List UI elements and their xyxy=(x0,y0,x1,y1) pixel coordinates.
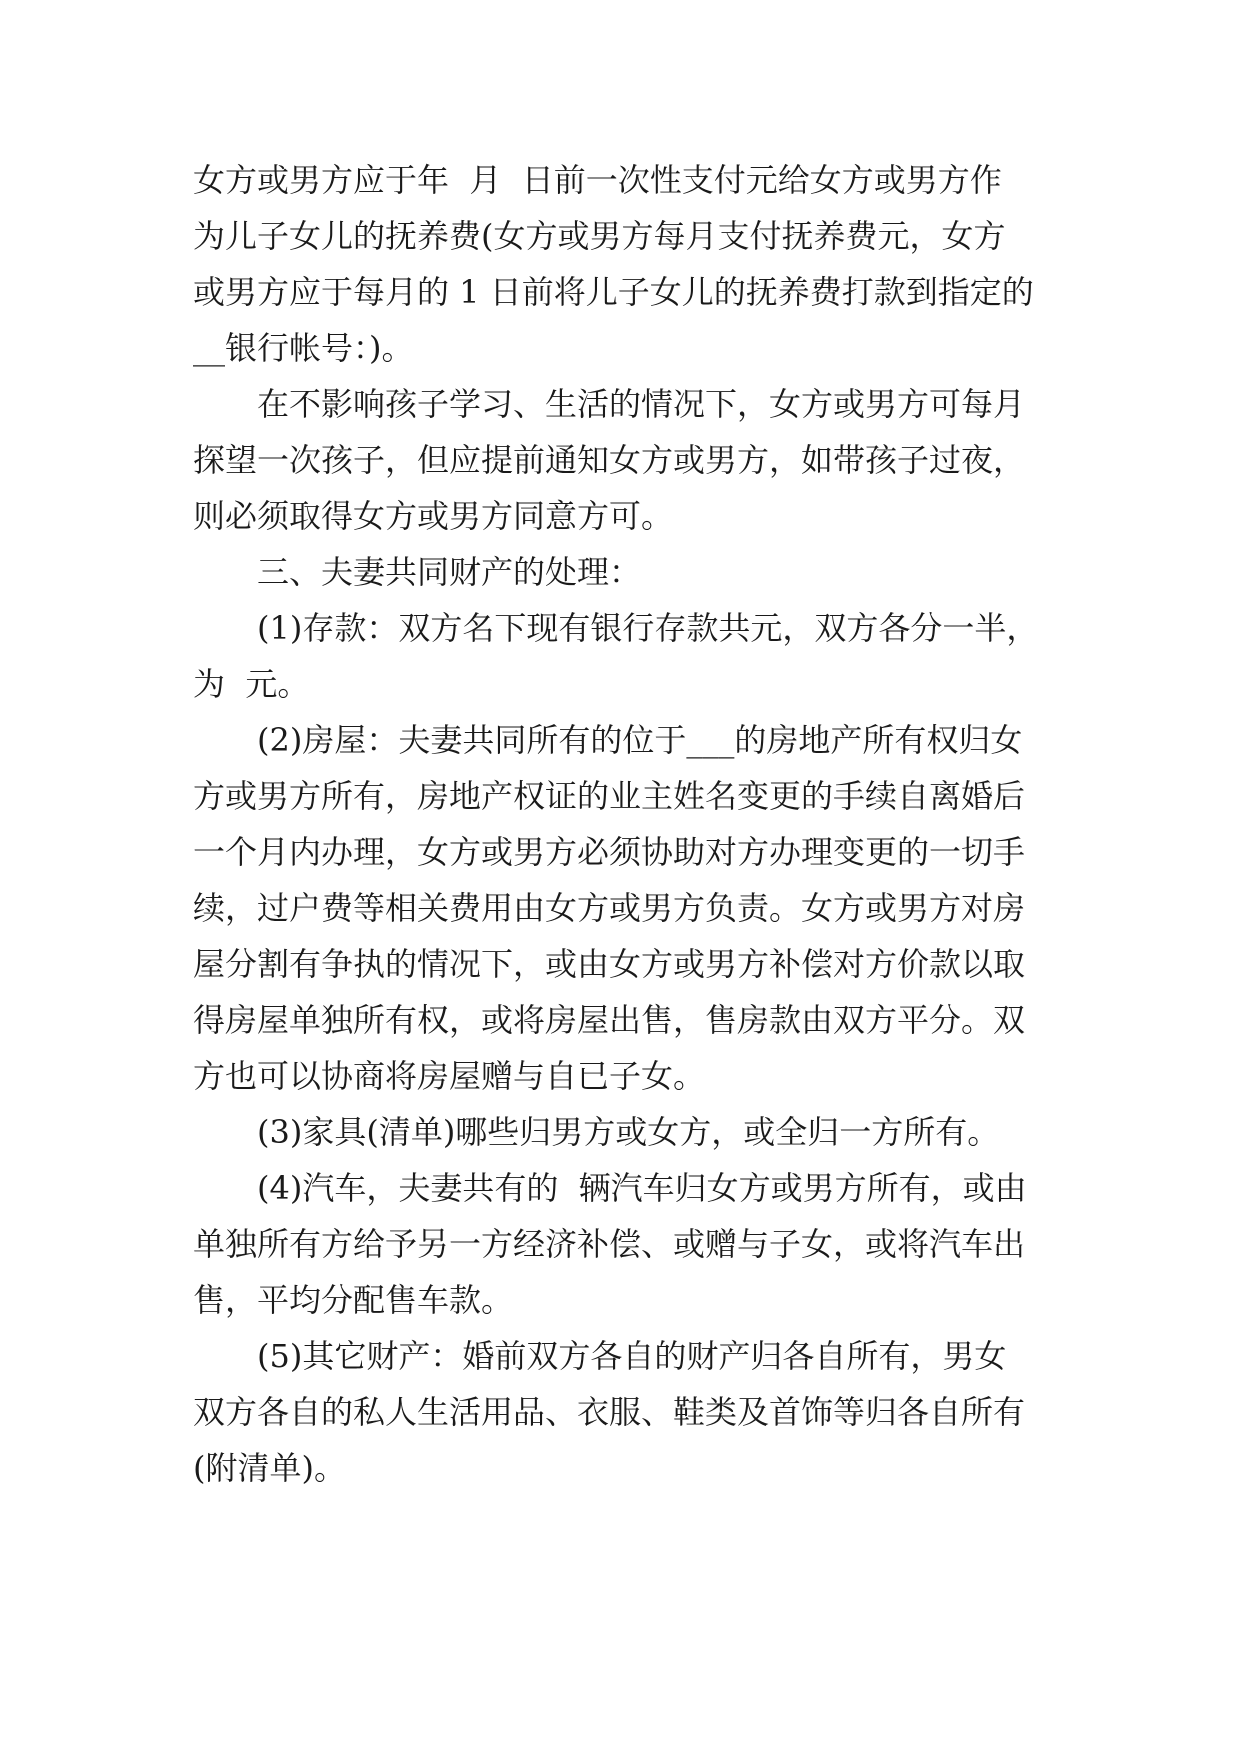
paragraph-start-line: (4)汽车，夫妻共有的 辆汽车归女方或男方所有，或由 xyxy=(257,1169,1027,1207)
text-line: 或男方应于每月的 1 日前将儿子女儿的抚养费打款到指定的 xyxy=(193,273,1034,311)
paragraph-start-line: (1)存款：双方名下现有银行存款共元，双方各分一半， xyxy=(257,609,1039,647)
text-line: __银行帐号：)。 xyxy=(193,329,414,367)
text-line: 方或男方所有，房地产权证的业主姓名变更的手续自离婚后 xyxy=(193,777,1026,815)
text-line: 则必须取得女方或男方同意方可。 xyxy=(193,497,674,535)
paragraph-start-line: (2)房屋：夫妻共同所有的位于___的房地产所有权归女 xyxy=(257,721,1023,759)
paragraph-start-line: (5)其它财产：婚前双方各自的财产归各自所有，男女 xyxy=(257,1337,1007,1375)
paragraph-start-line: 在不影响孩子学习、生活的情况下，女方或男方可每月 xyxy=(257,385,1026,423)
paragraph-start-line: (3)家具(清单)哪些归男方或女方，或全归一方所有。 xyxy=(257,1113,1000,1151)
text-line: 屋分割有争执的情况下，或由女方或男方补偿对方价款以取 xyxy=(193,945,1026,983)
text-line: 售，平均分配售车款。 xyxy=(193,1281,514,1319)
text-line: 续，过户费等相关费用由女方或男方负责。女方或男方对房 xyxy=(193,889,1026,927)
text-line: 为儿子女儿的抚养费(女方或男方每月支付抚养费元，女方 xyxy=(193,217,1006,255)
section-heading: 三、夫妻共同财产的处理： xyxy=(257,553,642,591)
text-line: 为 元。 xyxy=(193,665,310,703)
text-line: 双方各自的私人生活用品、衣服、鞋类及首饰等归各自所有 xyxy=(193,1393,1026,1431)
text-line: 方也可以协商将房屋赠与自已子女。 xyxy=(193,1057,706,1095)
text-line: 探望一次孩子，但应提前通知女方或男方，如带孩子过夜， xyxy=(193,441,1026,479)
text-line: (附清单)。 xyxy=(193,1449,346,1487)
text-line: 女方或男方应于年 月 日前一次性支付元给女方或男方作 xyxy=(193,161,1002,199)
text-line: 单独所有方给予另一方经济补偿、或赠与子女，或将汽车出 xyxy=(193,1225,1026,1263)
text-line: 得房屋单独所有权，或将房屋出售，售房款由双方平分。双 xyxy=(193,1001,1026,1039)
text-line: 一个月内办理，女方或男方必须协助对方办理变更的一切手 xyxy=(193,833,1026,871)
